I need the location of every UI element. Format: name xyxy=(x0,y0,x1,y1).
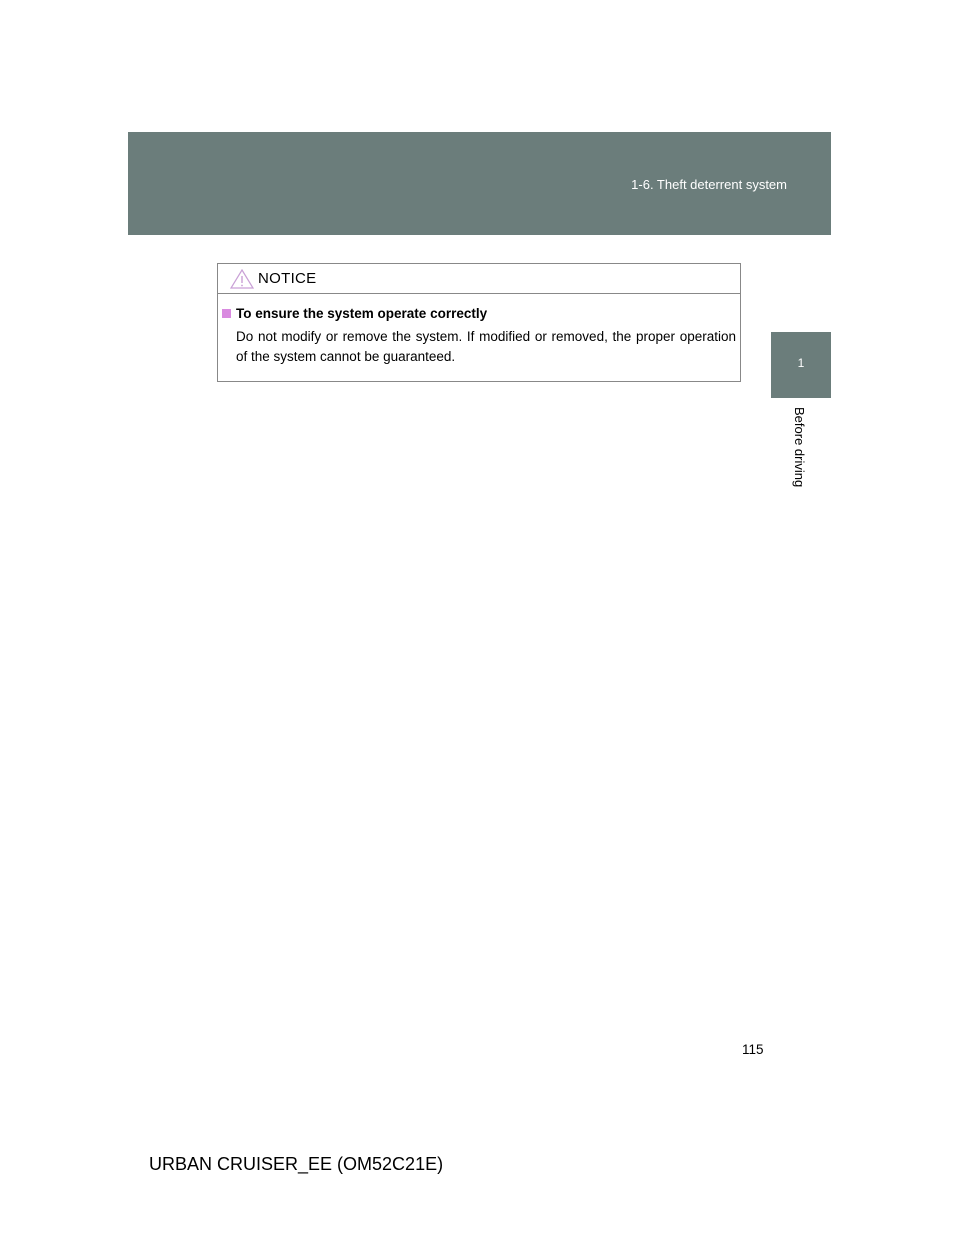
notice-item-text: Do not modify or remove the system. If modified or removed, the proper operation of the system cannot be guaranteed. xyxy=(236,329,736,364)
notice-header xyxy=(218,264,740,294)
notice-body xyxy=(218,294,740,367)
chapter-label: Before driving xyxy=(792,407,807,488)
header-band xyxy=(128,132,831,235)
section-title: 1-6. Theft deterrent system xyxy=(631,177,787,192)
chapter-number: 1 xyxy=(797,356,805,370)
footer-model: URBAN CRUISER_EE (OM52C21E) xyxy=(149,1154,444,1174)
square-bullet-icon xyxy=(222,309,231,318)
page-number: 115 xyxy=(742,1042,764,1057)
notice-item-heading-text: To ensure the system operate correctly xyxy=(236,306,488,321)
notice-item-heading xyxy=(222,306,736,321)
notice-title: NOTICE xyxy=(258,270,317,287)
notice-box xyxy=(217,263,741,382)
warning-triangle-icon xyxy=(230,269,254,289)
chapter-tab xyxy=(771,332,831,398)
